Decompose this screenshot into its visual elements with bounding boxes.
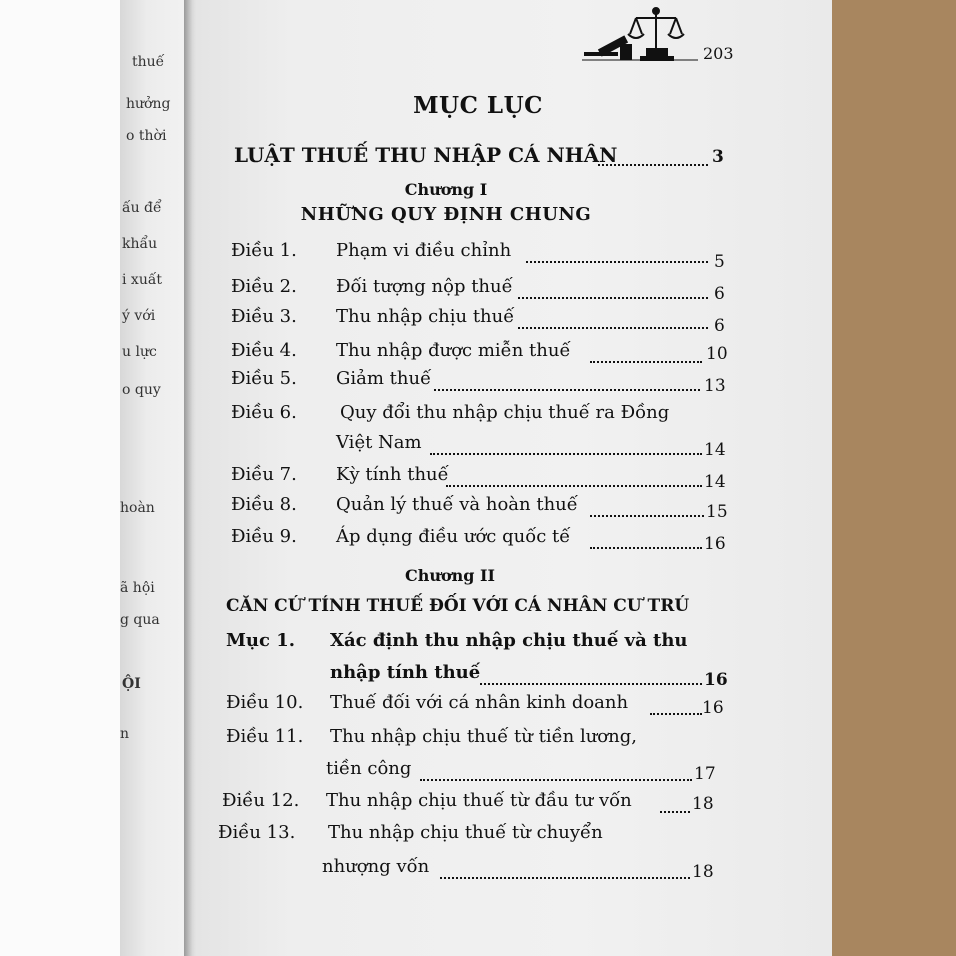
chapter-label: Chương II bbox=[404, 566, 496, 585]
dot-leader bbox=[446, 485, 702, 487]
article-label: Điều 5. bbox=[231, 368, 297, 389]
left-page-fragment: i xuất bbox=[122, 272, 163, 288]
dot-leader bbox=[598, 164, 708, 166]
article-title: Thu nhập chịu thuế từ đầu tư vốn bbox=[326, 790, 632, 811]
scales-of-justice-logo bbox=[580, 2, 700, 64]
article-label: Điều 6. bbox=[231, 402, 297, 423]
page-ref: 3 bbox=[712, 147, 724, 167]
left-page-fragment: o thời bbox=[126, 128, 167, 144]
page-ref: 6 bbox=[714, 284, 725, 304]
section-label: Mục 1. bbox=[226, 630, 296, 651]
page-ref: 14 bbox=[704, 472, 726, 492]
left-page-fragment: thuế bbox=[132, 54, 165, 70]
article-title: Áp dụng điều ước quốc tế bbox=[336, 526, 571, 547]
article-label: Điều 1. bbox=[231, 240, 297, 261]
left-page bbox=[120, 0, 188, 956]
section-title: Xác định thu nhập chịu thuế và thu bbox=[330, 630, 688, 651]
page-title: MỤC LỤC bbox=[413, 92, 543, 119]
page-number: 203 bbox=[703, 44, 734, 63]
article-title: Phạm vi điều chỉnh bbox=[336, 240, 512, 261]
article-title: Kỳ tính thuế bbox=[336, 464, 449, 485]
left-page-fragment: ỘI bbox=[122, 676, 141, 692]
dot-leader bbox=[440, 877, 690, 879]
chapter-title: CĂN CỨ TÍNH THUẾ ĐỐI VỚI CÁ NHÂN CƯ TRÚ bbox=[226, 596, 690, 616]
page-ref: 17 bbox=[694, 764, 716, 784]
article-title: Thu nhập chịu thuế từ chuyển bbox=[328, 822, 603, 843]
dot-leader bbox=[590, 547, 702, 549]
chapter-title: NHỮNG QUY ĐỊNH CHUNG bbox=[300, 204, 592, 225]
left-page-fragment: g qua bbox=[120, 612, 160, 628]
article-title-continued: tiền công bbox=[326, 758, 412, 779]
article-label: Điều 12. bbox=[222, 790, 300, 811]
dot-leader bbox=[650, 713, 702, 715]
dot-leader bbox=[480, 683, 702, 685]
article-label: Điều 7. bbox=[231, 464, 297, 485]
dot-leader bbox=[518, 297, 708, 299]
page-ref: 16 bbox=[704, 534, 726, 554]
dot-leader bbox=[590, 515, 704, 517]
left-page-fragment: hưởng bbox=[126, 96, 171, 112]
left-page-fragment: khẩu bbox=[122, 236, 158, 252]
dot-leader bbox=[434, 389, 700, 391]
dot-leader bbox=[420, 779, 692, 781]
article-title: Thu nhập chịu thuế bbox=[336, 306, 515, 327]
page-ref: 6 bbox=[714, 316, 725, 336]
page-ref: 15 bbox=[706, 502, 728, 522]
page-ref: 10 bbox=[706, 344, 728, 364]
left-page-fragment: ấu để bbox=[122, 200, 162, 216]
page-ref: 16 bbox=[702, 698, 724, 718]
article-label: Điều 13. bbox=[218, 822, 296, 843]
page-ref: 14 bbox=[704, 440, 726, 460]
article-label: Điều 3. bbox=[231, 306, 297, 327]
article-title-continued: Việt Nam bbox=[336, 432, 422, 453]
page-ref: 13 bbox=[704, 376, 726, 396]
left-page-fragment: ý với bbox=[122, 308, 156, 324]
article-title: Quản lý thuế và hoàn thuế bbox=[336, 494, 578, 515]
article-title: Giảm thuế bbox=[336, 368, 432, 389]
background-right bbox=[832, 0, 956, 956]
dot-leader bbox=[590, 361, 702, 363]
article-label: Điều 8. bbox=[231, 494, 297, 515]
left-page-fragment: n bbox=[120, 726, 130, 742]
article-label: Điều 11. bbox=[226, 726, 304, 747]
article-label: Điều 4. bbox=[231, 340, 297, 361]
dot-leader bbox=[526, 261, 708, 263]
background-left bbox=[0, 0, 120, 956]
article-label: Điều 10. bbox=[226, 692, 304, 713]
article-title: Đối tượng nộp thuế bbox=[336, 276, 513, 297]
dot-leader bbox=[660, 811, 690, 813]
article-title: Thu nhập chịu thuế từ tiền lương, bbox=[330, 726, 637, 747]
dot-leader bbox=[430, 453, 702, 455]
left-page-fragment: ã hội bbox=[120, 580, 155, 596]
dot-leader bbox=[518, 327, 708, 329]
page-ref: 18 bbox=[692, 794, 714, 814]
article-title-continued: nhượng vốn bbox=[322, 856, 430, 877]
article-title: Thuế đối với cá nhân kinh doanh bbox=[330, 692, 629, 713]
article-title: Quy đổi thu nhập chịu thuế ra Đồng bbox=[340, 402, 670, 423]
left-page-fragment: hoàn bbox=[120, 500, 155, 516]
page-ref: 18 bbox=[692, 862, 714, 882]
law-title: LUẬT THUẾ THU NHẬP CÁ NHÂN bbox=[234, 143, 618, 167]
article-label: Điều 9. bbox=[231, 526, 297, 547]
section-title-continued: nhập tính thuế bbox=[330, 662, 481, 683]
left-page-fragment: o quy bbox=[122, 382, 161, 398]
article-label: Điều 2. bbox=[231, 276, 297, 297]
page-ref: 5 bbox=[714, 252, 725, 272]
chapter-label: Chương I bbox=[404, 180, 488, 199]
left-page-fragment: u lực bbox=[122, 344, 157, 360]
article-title: Thu nhập được miễn thuế bbox=[336, 340, 571, 361]
page-ref: 16 bbox=[704, 670, 728, 690]
